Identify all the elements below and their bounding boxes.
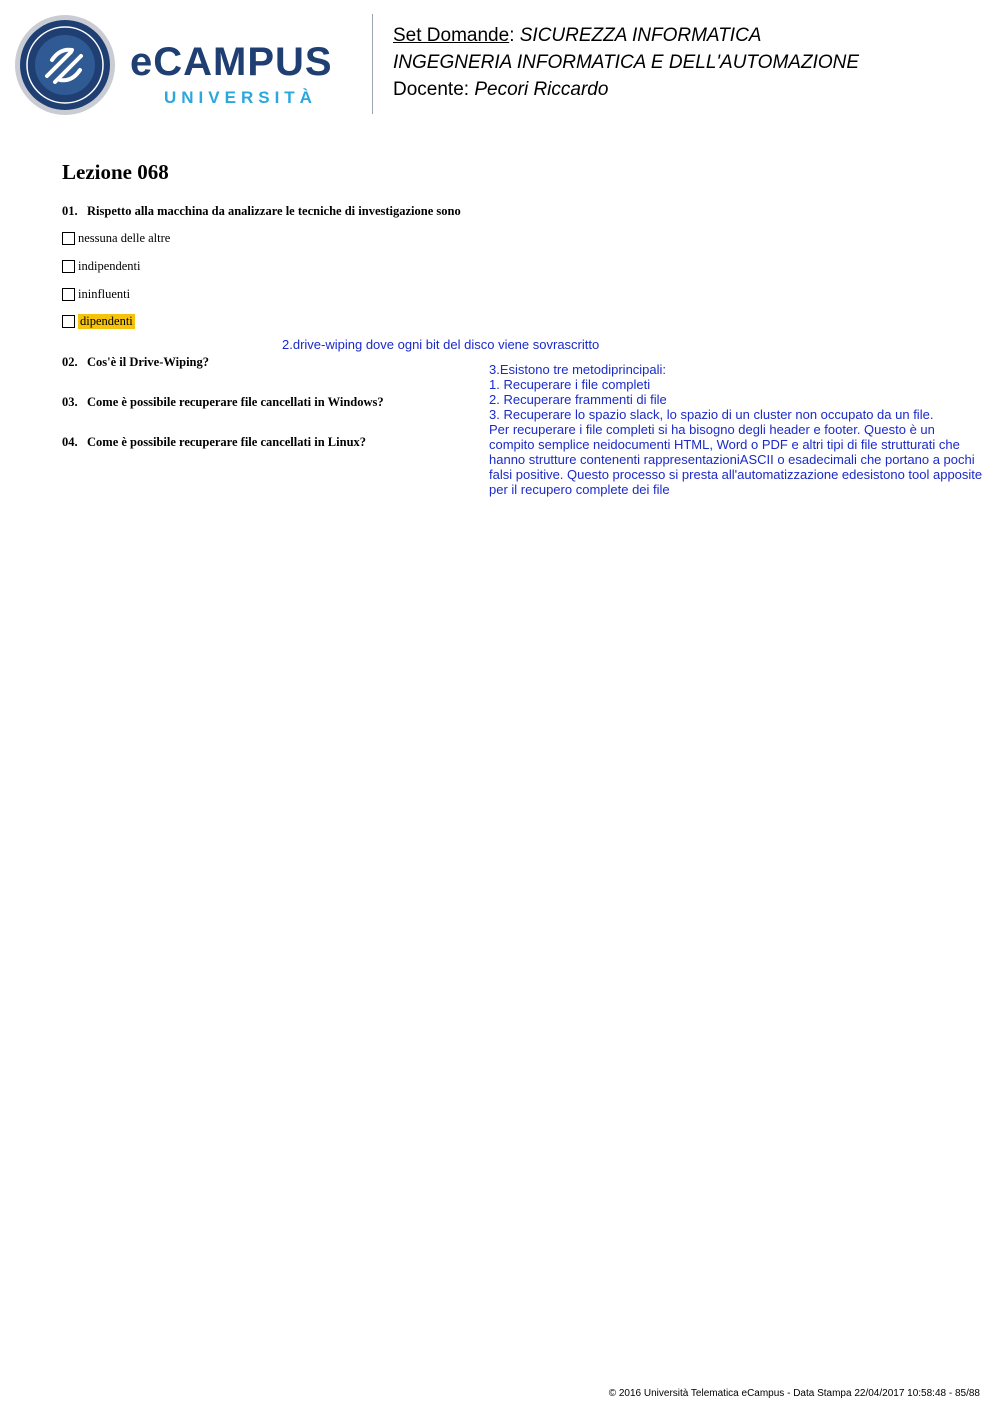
- option-label: nessuna delle altre: [78, 230, 171, 245]
- logo-sub-text: UNIVERSITÀ: [164, 88, 317, 107]
- question-03: [62, 395, 384, 410]
- page-footer: © 2016 Università Telematica eCampus - Data Stampa 22/04/2017 10:58:48 - 85/88: [608, 1388, 980, 1399]
- question-02: [62, 355, 209, 370]
- note-line: falsi positive. Questo processo si presta all'automatizzazione edesistono tool apposite: [489, 467, 983, 482]
- note-line: per il recupero complete dei file: [489, 482, 670, 497]
- checkbox[interactable]: [62, 288, 75, 301]
- option-item[interactable]: [62, 258, 141, 274]
- set-line: [393, 22, 859, 49]
- option-label: indipendenti: [78, 258, 141, 273]
- logo-brand-text: eCAMPUS: [130, 40, 333, 84]
- teacher-label: Docente:: [393, 79, 475, 100]
- question-04: [62, 435, 366, 450]
- note-line: 1. Recuperare i file completi: [489, 377, 651, 392]
- lesson-title: Lezione 068: [62, 160, 169, 184]
- ecampus-wordmark: [130, 40, 360, 110]
- ecampus-seal-logo: [14, 14, 116, 116]
- note-line: Per recuperare i file completi si ha bisogno degli header e footer. Questo è un: [489, 422, 935, 437]
- question-text: Cos'è il Drive-Wiping?: [87, 355, 209, 369]
- question-text: Rispetto alla macchina da analizzare le tecniche di investigazione sono: [87, 204, 461, 218]
- set-label: Set Domande: [393, 25, 510, 46]
- option-label-highlighted: dipendenti: [80, 313, 133, 328]
- header-divider: [372, 14, 373, 114]
- checkbox[interactable]: [62, 260, 75, 273]
- option-item[interactable]: [62, 230, 170, 246]
- checkbox[interactable]: [62, 232, 75, 245]
- set-sep: :: [509, 25, 520, 46]
- question-number: 01.: [62, 204, 78, 218]
- note-line: compito semplice neidocumenti HTML, Word o PDF e altri tipi di file strutturati che: [489, 437, 960, 452]
- course: INGEGNERIA INFORMATICA E DELL'AUTOMAZIONE: [393, 52, 860, 73]
- teacher-name: Pecori Riccardo: [474, 79, 609, 100]
- subject: SICUREZZA INFORMATICA: [519, 25, 762, 46]
- option-item[interactable]: [62, 286, 130, 302]
- question-text: Come è possibile recuperare file cancellati in Linux?: [87, 435, 367, 449]
- question-number: 02.: [62, 355, 78, 369]
- question-number: 04.: [62, 435, 78, 449]
- note-line: 3. Recuperare lo spazio slack, lo spazio di un cluster non occupato da un file.: [489, 407, 934, 422]
- header-info: [393, 22, 859, 103]
- question-number: 03.: [62, 395, 78, 409]
- option-label: ininfluenti: [78, 286, 131, 301]
- page-header: [0, 0, 1000, 130]
- option-item-selected[interactable]: [62, 313, 135, 329]
- question-text: Come è possibile recuperare file cancellati in Windows?: [87, 395, 384, 409]
- checkbox[interactable]: [62, 315, 75, 328]
- answer-note-recovery: [489, 362, 982, 497]
- note-line: 3.Esistono tre metodiprincipali:: [489, 362, 667, 377]
- answer-note-drive-wiping: 2.drive-wiping dove ogni bit del disco viene sovrascritto: [282, 337, 600, 352]
- note-line: 2. Recuperare frammenti di file: [489, 392, 667, 407]
- teacher-line: [393, 76, 859, 103]
- note-line: hanno strutture contenenti rappresentazioniASCII o esadecimali che portano a pochi: [489, 452, 975, 467]
- question-01: [62, 204, 461, 219]
